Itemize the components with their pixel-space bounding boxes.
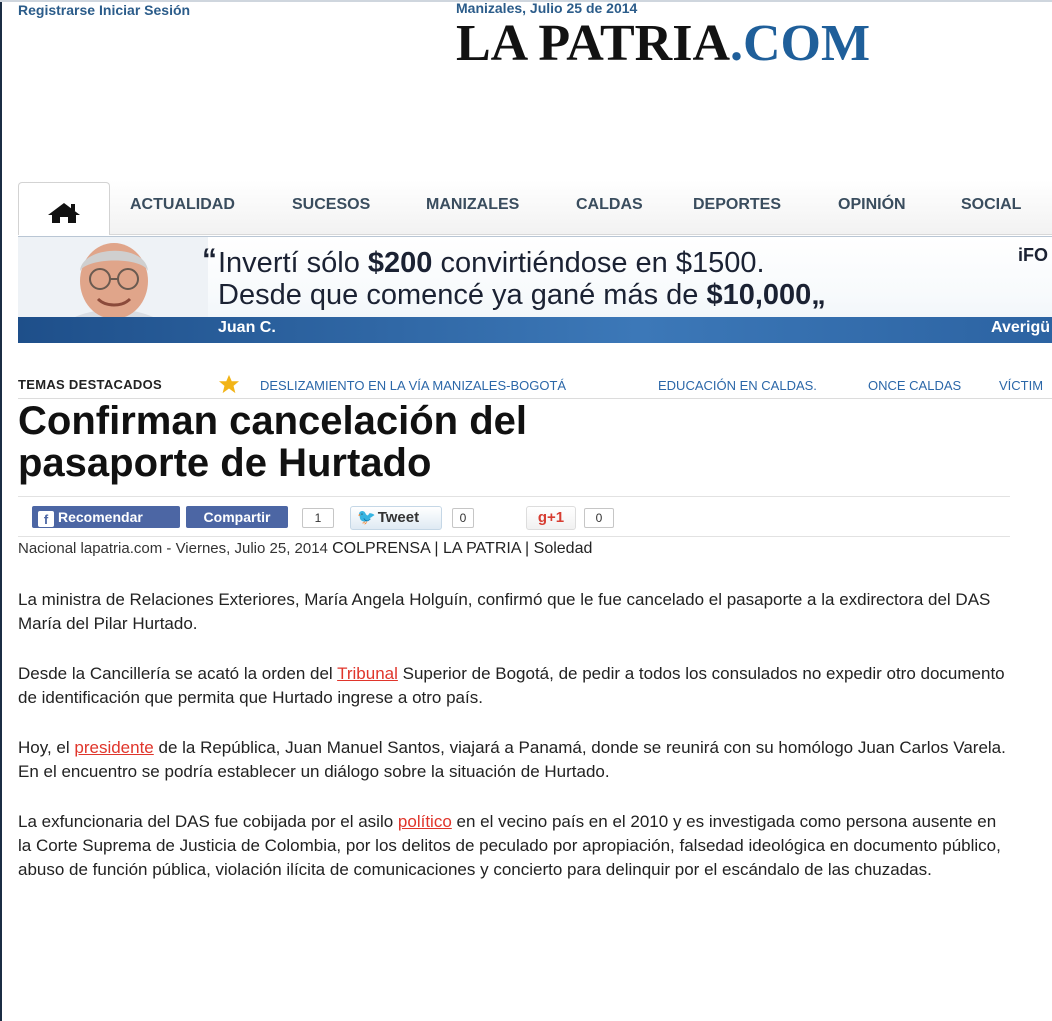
login-link[interactable]: Iniciar Sesión <box>99 2 191 18</box>
article-byline <box>18 540 592 558</box>
inline-link-tribunal[interactable]: Tribunal <box>337 664 398 683</box>
trending-link-victimas[interactable]: VÍCTIM <box>999 378 1044 393</box>
nav-item-caldas[interactable]: CALDAS <box>576 196 643 213</box>
trending-label: TEMAS DESTACADOS <box>18 377 162 392</box>
facebook-recommend-button[interactable]: f Recomendar <box>32 506 180 528</box>
google-plus-count: 0 <box>584 508 614 528</box>
left-border <box>0 0 2 1021</box>
divider <box>18 496 1010 497</box>
nav-home-tab[interactable] <box>18 182 110 235</box>
nav-item-actualidad[interactable]: ACTUALIDAD <box>130 196 235 213</box>
tweet-button[interactable]: 🐦 Tweet <box>350 506 442 530</box>
main-nav <box>18 180 1052 235</box>
home-icon <box>46 201 82 225</box>
logo-dot: . <box>730 15 743 72</box>
inline-link-politico[interactable]: político <box>397 812 452 831</box>
google-plus-button[interactable]: g+1 <box>526 506 576 530</box>
logo-name: LA PATRIA <box>456 15 730 72</box>
nav-item-manizales[interactable]: MANIZALES <box>426 196 520 213</box>
auth-links <box>18 2 194 18</box>
nav-item-deportes[interactable]: DEPORTES <box>693 196 782 213</box>
ad-name-bar <box>18 317 1052 343</box>
star-icon <box>218 374 240 394</box>
logo-tld: COM <box>743 15 871 72</box>
facebook-icon: f <box>38 511 54 527</box>
inline-link-presidente[interactable]: presidente <box>74 738 154 757</box>
article-body <box>18 588 1008 908</box>
trending-link-deslizamiento[interactable]: DESLIZAMIENTO EN LA VÍA MANIZALES-BOGOTÁ <box>260 378 567 393</box>
article-paragraph: La exfuncionaria del DAS fue cobijada por el asilo político en el vecino país en el 2010 y es investigada como persona ausente en la Corte Suprema de Justicia de Colombia, por los delitos de peculado por apropiación, falsedad ideológica en documento público, abuso de función pública, violación ilícita de comunicaciones y concierto para delinquir por el escándalo de las chuzadas. <box>18 812 1001 879</box>
nav-item-opinion[interactable]: OPINIÓN <box>838 196 906 213</box>
trending-link-once-caldas[interactable]: ONCE CALDAS <box>868 378 962 393</box>
site-logo[interactable] <box>456 16 870 72</box>
google-plus-icon: g <box>537 509 548 526</box>
ad-testimonial-name: Juan C. <box>218 319 276 336</box>
article-paragraph: La ministra de Relaciones Exteriores, María Angela Holguín, confirmó que le fue cancelado el pasaporte a la exdirectora del DAS María del Pilar Hurtado. <box>18 590 991 633</box>
byline-meta: Nacional lapatria.com - Viernes, Julio 25, 2014 <box>18 540 328 557</box>
article-paragraph: Hoy, el presidente de la República, Juan Manuel Santos, viajará a Panamá, donde se reunirá con su homólogo Juan Carlos Varela. En el encuentro se podría establecer un diálogo sobre la situación de Hurtado. <box>18 738 1006 781</box>
trending-link-educacion[interactable]: EDUCACIÓN EN CALDAS. <box>658 378 817 393</box>
dateline: Manizales, Julio 25 de 2014 <box>456 0 638 16</box>
ad-open-quote: “ <box>202 243 217 276</box>
article-headline: Confirman cancelación del pasaporte de Hurtado <box>18 399 528 485</box>
divider <box>18 536 1010 537</box>
nav-item-social[interactable]: SOCIAL <box>961 196 1022 213</box>
ad-brand-fragment: iFO <box>1018 245 1048 265</box>
article-paragraph: Desde la Cancillería se acató la orden del Tribunal Superior de Bogotá, de pedir a todos los consulados no expedir otro documento de identificación que permita que Hurtado ingrese a otro país. <box>18 664 1005 707</box>
ad-line-2: Desde que comencé ya gané más de $10,000„ <box>218 279 826 311</box>
register-link[interactable]: Registrarse <box>18 2 96 18</box>
byline-author: COLPRENSA | LA PATRIA | Soledad <box>332 540 593 557</box>
facebook-share-button[interactable]: Compartir <box>186 506 288 528</box>
nav-item-sucesos[interactable]: SUCESOS <box>292 196 371 213</box>
ad-banner[interactable] <box>18 236 1052 343</box>
ad-cta-fragment[interactable]: Averigü <box>991 319 1050 336</box>
share-count: 1 <box>302 508 334 528</box>
tweet-count: 0 <box>452 508 474 528</box>
trending-topics <box>18 374 1052 396</box>
ad-line-1: Invertí sólo $200 convirtiéndose en $1500. <box>218 247 765 279</box>
twitter-bird-icon: 🐦 <box>357 509 376 526</box>
